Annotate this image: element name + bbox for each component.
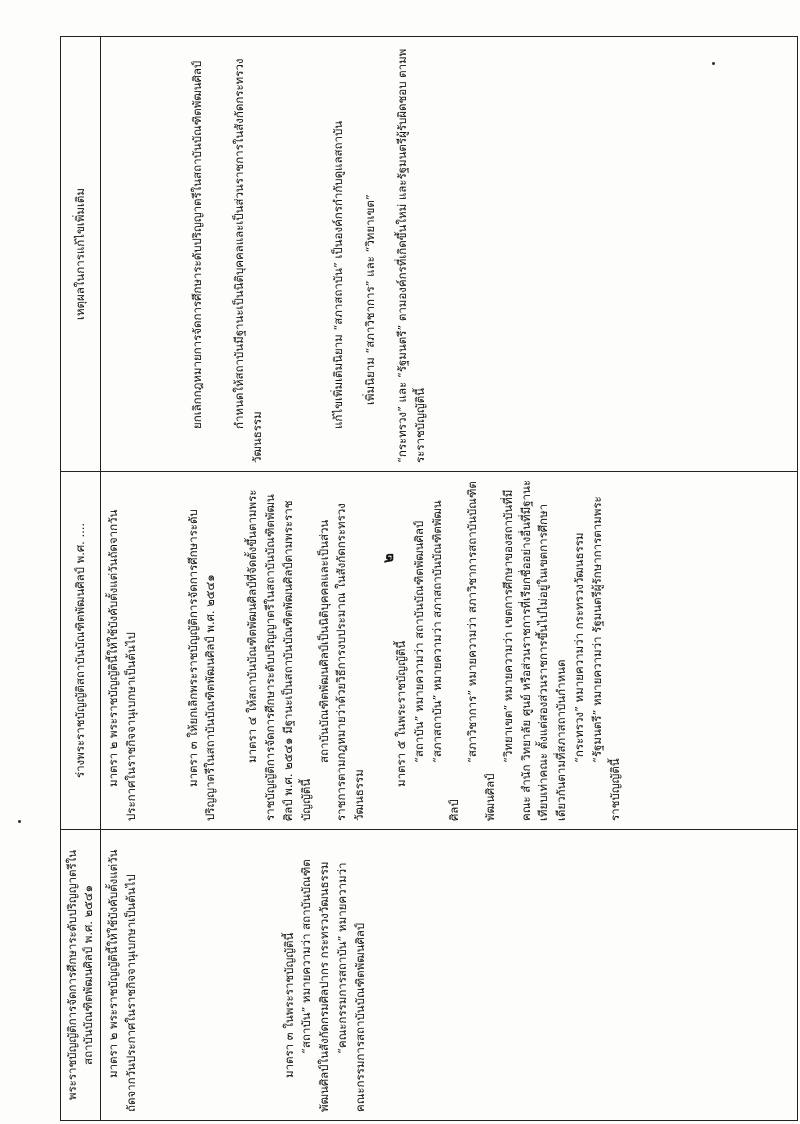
header-reasons: เหตุผลในการแก้ไขเพิ่มเติม xyxy=(61,37,101,472)
current-section-3-title: มาตรา ๓ ในพระราชบัญญัตินี้ xyxy=(281,932,296,1078)
table-header-row xyxy=(61,37,101,1121)
draft-act-cell xyxy=(101,472,798,830)
current-section-2: มาตรา ๒ พระราชบัญญัตินี้ให้ใช้บังคับตั้งแต่วันถัดจากวันประกาศในราชกิจจานุเบกษาเป็นต้นไป xyxy=(106,849,138,1112)
draft-definition-ministry: “กระทรวง” หมายความว่า กระทรวงวัฒนธรรม xyxy=(572,532,587,763)
scan-speck xyxy=(18,820,21,823)
table-row xyxy=(101,37,798,1121)
draft-definition-minister: “รัฐมนตรี” หมายความว่า รัฐมนตรีผู้รักษาการตามพระราชบัญญัตินี้ xyxy=(589,496,622,821)
rotated-comparison-page xyxy=(60,37,798,1121)
reason-new-definitions: เพิ่มนิยาม “สภาวิชาการ” และ “วิทยาเขต” xyxy=(363,194,378,405)
draft-definition-council: “สภาสถาบัน” หมายความว่า สภาสถาบันบัณฑิตพัฒนศิลป์ xyxy=(429,500,462,821)
draft-section-4-status: สถาบันบัณฑิตพัฒนศิลป์เป็นนิติบุคคลและเป็นส่วนราชการตามกฎหมายว่าด้วยวิธีการงบประมาณ ในสังกัดกระทรวงวัฒนธรรม xyxy=(316,503,367,821)
comparison-table xyxy=(60,36,798,1121)
draft-definition-institute: “สถาบัน” หมายความว่า สถาบันบัณฑิตพัฒนศิลป์ xyxy=(411,520,426,763)
header-current-act: พระราชบัญญัติการจัดการศึกษาระดับปริญญาตรีในสถาบันบัณฑิตพัฒนศิลป์ พ.ศ. ๒๕๔๑ xyxy=(61,830,101,1121)
reasons-cell xyxy=(101,37,798,472)
draft-definition-academic-council: “สภาวิชาการ” หมายความว่า สภาวิชาการสถาบันบัณฑิตพัฒนศิลป์ xyxy=(465,481,498,821)
reason-repeal: ยกเลิกกฎหมายการจัดการศึกษาระดับปริญญาตรีในสถาบันบัณฑิตพัฒนศิลป์ xyxy=(190,60,205,429)
draft-section-2: มาตรา ๒ พระราชบัญญัตินี้ให้ใช้บังคับตั้งแต่วันถัดจากวันประกาศในราชกิจจานุเบกษาเป็นต้นไป xyxy=(106,509,138,821)
draft-section-5-title: มาตรา ๕ ในพระราชบัญญัตินี้ xyxy=(393,640,408,787)
header-draft-act: ร่างพระราชบัญญัติสถาบันบัณฑิตพัฒนศิลป์ พ.ศ. .... xyxy=(61,472,101,830)
draft-section-4: มาตรา ๔ ให้สถาบันบัณฑิตพัฒนศิลป์ที่จัดตั้งขึ้นตามพระราชบัญญัติการจัดการศึกษาระดับปริญญาตรีในสถาบันบัณฑิตพัฒนศิลป์ พ.ศ. ๒๕๔๑ มีฐานะเป็นสถาบันบัณฑิตพัฒนศิลป์ตามพระราชบัญญัตินี้ xyxy=(245,489,313,821)
reason-ministry-minister: “กระทรวง” และ “รัฐมนตรี” ตามองค์กรที่เกิดขึ้นใหม่ และรัฐมนตรีผู้รับผิดชอบ ตามพระราชบัญญัตินี้ xyxy=(395,48,427,463)
current-definition-institute: “สถาบัน” หมายความว่า สถาบันบัณฑิตพัฒนศิลป์ในสังกัดกรมศิลปากร กระทรวงวัฒนธรรม xyxy=(299,859,332,1112)
draft-section-3: มาตรา ๓ ให้ยกเลิกพระราชบัญญัติการจัดการศึกษาระดับปริญญาตรีในสถาบันบัณฑิตพัฒนศิลป์ พ.ศ. ๒๕๔๑ xyxy=(185,509,218,821)
page-number: ๒ xyxy=(378,553,397,563)
reason-legal-status: กำหนดให้สถาบันมีฐานะเป็นนิติบุคคลและเป็นส่วนราชการในสังกัดกระทรวงวัฒนธรรม xyxy=(231,58,264,463)
draft-definition-campus: “วิทยาเขต” หมายความว่า เขตการศึกษาของสถาบันที่มีคณะ สำนัก วิทยาลัย ศูนย์ หรือส่วนราชการที่เรียกชื่ออย่างอื่นที่มีฐานะเทียบเท่าคณะ ตั้งแต่สองส่วนราชการขึ้นไปไม่อยู่ในเขตการศึกษาเดียวกันตามที่สภาสถาบันกำหนด xyxy=(500,479,569,821)
reason-council-definition: แก้ไขเพิ่มเติมนิยาม “สภาสถาบัน” เป็นองค์กรกำกับดูแลสถาบัน xyxy=(331,120,346,429)
current-definition-council: “คณะกรรมการสถาบัน” หมายความว่า คณะกรรมการสถาบันบัณฑิตพัฒนศิลป์ xyxy=(335,862,367,1112)
current-act-cell xyxy=(101,830,798,1121)
